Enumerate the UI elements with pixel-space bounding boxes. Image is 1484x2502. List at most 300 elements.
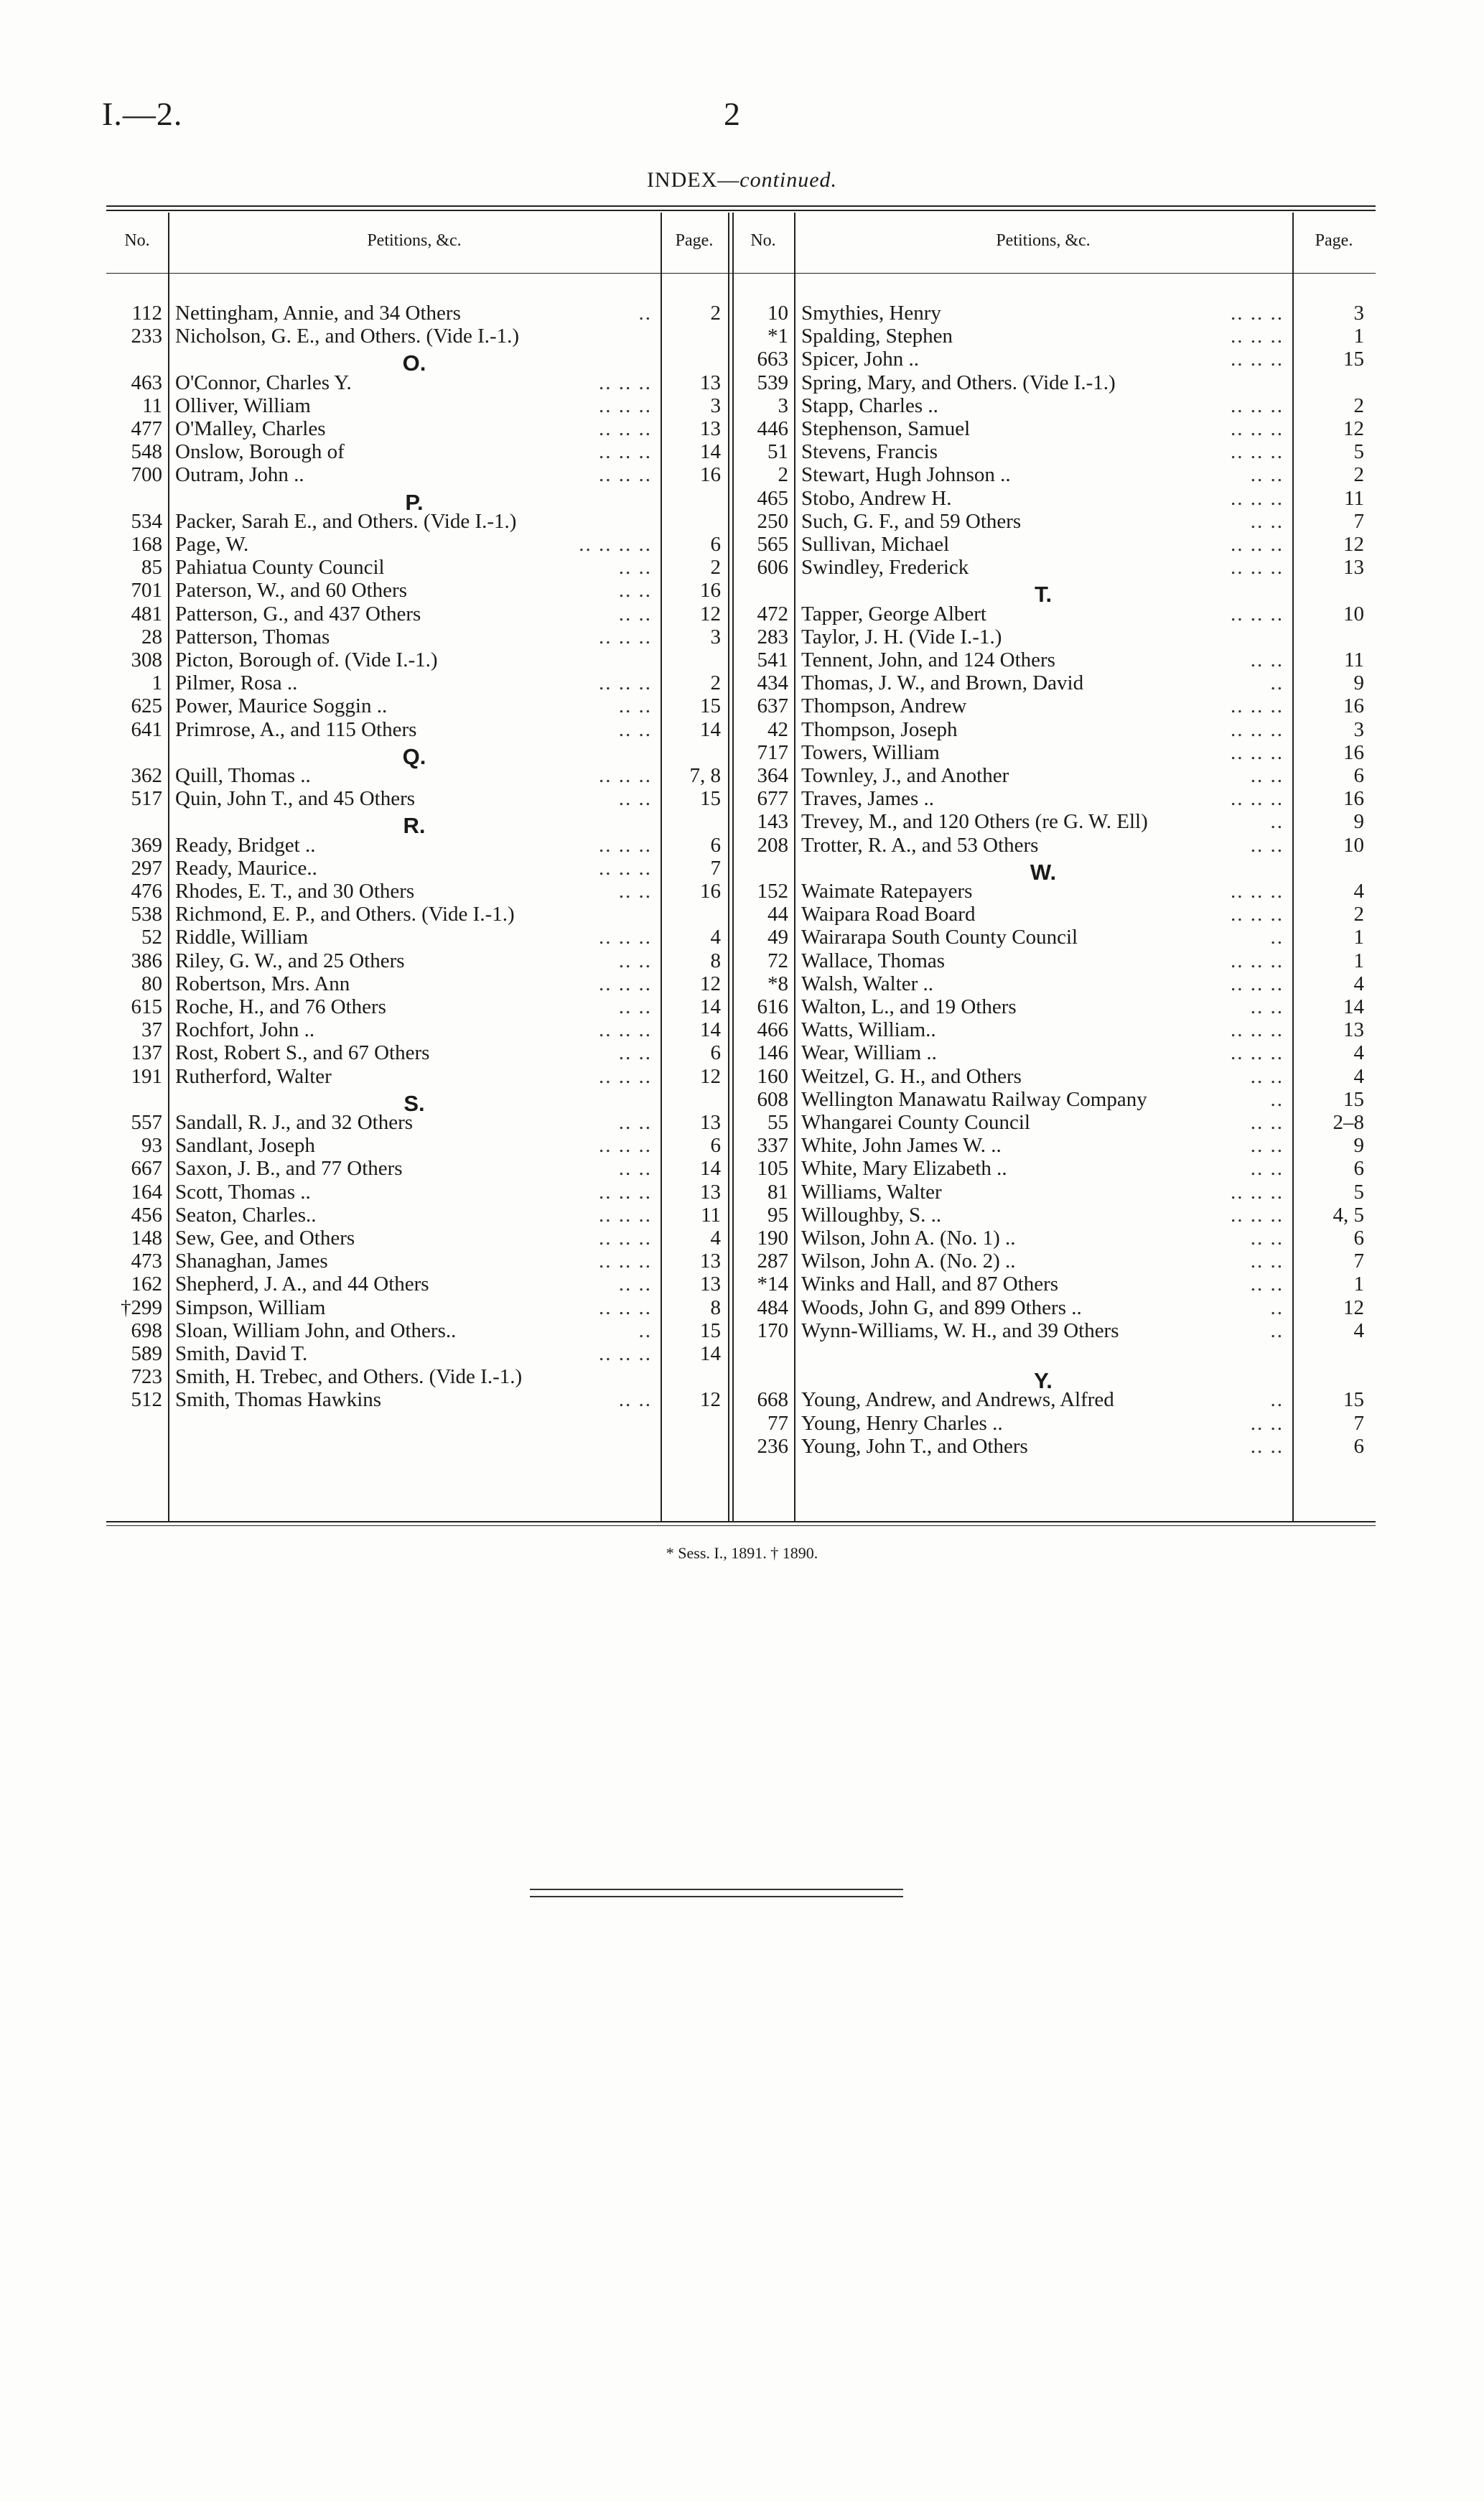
entry-number: 55 bbox=[767, 1111, 788, 1134]
leader-dots: .. .. bbox=[1250, 1064, 1284, 1088]
entry-page: 10 bbox=[1343, 833, 1364, 857]
leader-dots: .. .. bbox=[618, 880, 652, 903]
entry-number: 668 bbox=[757, 1388, 788, 1412]
entry-name: Rutherford, Walter bbox=[175, 1064, 332, 1088]
leader-dots: .. .. .. bbox=[1231, 1018, 1284, 1042]
entry-page: 14 bbox=[700, 995, 721, 1018]
entry-page: 13 bbox=[700, 1111, 721, 1134]
entry-page: 8 bbox=[710, 949, 721, 972]
entry-number: 677 bbox=[757, 787, 788, 811]
entry-number: 80 bbox=[141, 972, 162, 995]
leader-dots: .. .. bbox=[618, 1157, 652, 1181]
entry-number: 625 bbox=[131, 694, 162, 718]
entry-name: Wilson, John A. (No. 2) .. bbox=[801, 1250, 1016, 1273]
leader-dots: .. .. .. bbox=[1231, 1041, 1284, 1065]
entry-number: 466 bbox=[757, 1018, 788, 1042]
leader-dots: .. .. .. bbox=[1231, 602, 1284, 626]
entry-page: 16 bbox=[1343, 787, 1364, 811]
entry-page: 7 bbox=[710, 856, 721, 880]
entry-number: 565 bbox=[757, 533, 788, 556]
entry-number: 191 bbox=[131, 1064, 162, 1088]
leader-dots: .. .. .. bbox=[599, 1180, 652, 1204]
entry-number: 93 bbox=[141, 1134, 162, 1158]
leader-dots: .. .. bbox=[1250, 1411, 1284, 1435]
entry-name: O'Malley, Charles bbox=[175, 417, 326, 440]
entry-number: 3 bbox=[778, 394, 788, 417]
entry-number: 190 bbox=[757, 1227, 788, 1250]
entry-number: 81 bbox=[767, 1180, 788, 1204]
entry-number: *8 bbox=[767, 972, 788, 995]
entry-name: Sandlant, Joseph bbox=[175, 1134, 315, 1158]
leader-dots: .. .. .. bbox=[599, 417, 652, 440]
entry-page: 5 bbox=[1353, 1180, 1364, 1204]
leader-dots: .. bbox=[1270, 926, 1284, 949]
divider-left-no bbox=[168, 213, 169, 1521]
entry-page: 4 bbox=[1353, 1064, 1364, 1088]
entry-name: Walton, L., and 19 Others bbox=[801, 995, 1017, 1018]
entry-page: 2 bbox=[1353, 903, 1364, 926]
entry-number: 337 bbox=[757, 1134, 788, 1158]
entry-name: Nettingham, Annie, and 34 Others bbox=[175, 302, 461, 325]
entry-name: Primrose, A., and 115 Others bbox=[175, 717, 417, 741]
leader-dots: .. .. .. bbox=[599, 371, 652, 394]
leader-dots: .. .. .. bbox=[599, 463, 652, 487]
leader-dots: .. .. bbox=[618, 1041, 652, 1065]
entry-page: 15 bbox=[1343, 1087, 1364, 1111]
entry-name: Smith, Thomas Hawkins bbox=[175, 1388, 382, 1412]
entry-number: 701 bbox=[131, 579, 162, 603]
entry-number: 637 bbox=[757, 694, 788, 718]
leader-dots: .. .. .. bbox=[1231, 556, 1284, 580]
document-reference: I.—2. bbox=[102, 96, 183, 132]
entry-number: 473 bbox=[131, 1250, 162, 1273]
leader-dots: .. .. bbox=[1250, 648, 1284, 671]
entry-name: Smith, H. Trebec, and Others. (Vide I.-1.) bbox=[175, 1365, 523, 1389]
leader-dots: .. bbox=[1270, 810, 1284, 834]
entry-number: 608 bbox=[757, 1087, 788, 1111]
header-page-left: Page. bbox=[675, 231, 714, 250]
entry-number: 44 bbox=[767, 903, 788, 926]
index-table bbox=[106, 205, 1376, 1534]
entry-number: *14 bbox=[757, 1273, 788, 1296]
entry-name: Packer, Sarah E., and Others. (Vide I.-1.) bbox=[175, 509, 517, 533]
entry-name: Stephenson, Samuel bbox=[801, 417, 971, 440]
leader-dots: .. bbox=[638, 1319, 652, 1342]
entry-number: 434 bbox=[757, 671, 788, 695]
header-no-left: No. bbox=[124, 231, 150, 250]
leader-dots: .. .. .. bbox=[1231, 325, 1284, 348]
entry-number: 51 bbox=[767, 440, 788, 464]
leader-dots: .. .. .. bbox=[1231, 440, 1284, 464]
entry-name: Rost, Robert S., and 67 Others bbox=[175, 1041, 430, 1065]
leader-dots: .. .. .. .. bbox=[579, 533, 652, 556]
entry-name: Patterson, G., and 437 Others bbox=[175, 602, 421, 626]
entry-number: 42 bbox=[767, 717, 788, 741]
entry-name: Trotter, R. A., and 53 Others bbox=[801, 833, 1039, 857]
entry-number: 236 bbox=[757, 1434, 788, 1458]
entry-page: 12 bbox=[700, 1388, 721, 1412]
leader-dots: .. bbox=[1270, 1388, 1284, 1412]
entry-page: 16 bbox=[700, 463, 721, 487]
entry-number: 170 bbox=[757, 1319, 788, 1342]
entry-number: 698 bbox=[131, 1319, 162, 1342]
leader-dots: .. .. .. bbox=[599, 833, 652, 857]
closing-rule-bottom bbox=[530, 1896, 903, 1897]
entry-name: Spalding, Stephen bbox=[801, 325, 953, 348]
header-rule bbox=[106, 273, 1376, 274]
entry-name: Waipara Road Board bbox=[801, 903, 976, 926]
entry-page: 9 bbox=[1353, 1134, 1364, 1158]
entry-name: Pilmer, Rosa .. bbox=[175, 671, 298, 695]
entry-page: 7, 8 bbox=[689, 764, 721, 787]
entry-number: 477 bbox=[131, 417, 162, 440]
entry-number: 208 bbox=[757, 833, 788, 857]
entry-name: Rhodes, E. T., and 30 Others bbox=[175, 880, 415, 903]
entry-page: 7 bbox=[1353, 509, 1364, 533]
entry-number: 517 bbox=[131, 787, 162, 811]
entry-number: †299 bbox=[121, 1296, 162, 1319]
section-letter: Y. bbox=[1034, 1368, 1053, 1394]
title-italic: continued. bbox=[739, 168, 838, 192]
entry-number: 137 bbox=[131, 1041, 162, 1065]
entry-number: 152 bbox=[757, 880, 788, 903]
entry-number: 481 bbox=[131, 602, 162, 626]
leader-dots: .. .. bbox=[1250, 764, 1284, 787]
entry-name: Saxon, J. B., and 77 Others bbox=[175, 1157, 403, 1181]
entry-name: Sullivan, Michael bbox=[801, 533, 950, 556]
entry-number: 534 bbox=[131, 509, 162, 533]
entry-page: 11 bbox=[1344, 486, 1364, 510]
entry-name: Ready, Maurice.. bbox=[175, 856, 317, 880]
entry-number: 476 bbox=[131, 880, 162, 903]
leader-dots: .. .. bbox=[618, 694, 652, 718]
leader-dots: .. .. .. bbox=[599, 856, 652, 880]
leader-dots: .. .. bbox=[1250, 1273, 1284, 1296]
entry-number: 112 bbox=[131, 302, 162, 325]
entry-name: Rochfort, John .. bbox=[175, 1018, 315, 1042]
entry-page: 16 bbox=[1343, 694, 1364, 718]
entry-number: 667 bbox=[131, 1157, 162, 1181]
entry-number: 287 bbox=[757, 1250, 788, 1273]
leader-dots: .. .. .. bbox=[1231, 394, 1284, 417]
leader-dots: .. .. .. bbox=[599, 625, 652, 648]
entry-page: 13 bbox=[700, 371, 721, 394]
entry-name: Whangarei County Council bbox=[801, 1111, 1030, 1134]
entry-name: Robertson, Mrs. Ann bbox=[175, 972, 350, 995]
header-no-right: No. bbox=[750, 231, 776, 250]
leader-dots: .. .. bbox=[1250, 1157, 1284, 1181]
entry-number: 589 bbox=[131, 1342, 162, 1365]
entry-page: 6 bbox=[710, 1134, 721, 1158]
entry-name: Young, Andrew, and Andrews, Alfred bbox=[801, 1388, 1114, 1412]
leader-dots: .. .. .. bbox=[1231, 972, 1284, 995]
entry-name: Sandall, R. J., and 32 Others bbox=[175, 1111, 414, 1134]
entry-page: 12 bbox=[700, 972, 721, 995]
entry-page: 15 bbox=[1343, 348, 1364, 371]
leader-dots: .. .. .. bbox=[1231, 717, 1284, 741]
entry-page: 15 bbox=[700, 1319, 721, 1342]
entry-name: Richmond, E. P., and Others. (Vide I.-1.) bbox=[175, 903, 515, 926]
entry-name: Simpson, William bbox=[175, 1296, 326, 1319]
entry-number: 85 bbox=[141, 556, 162, 580]
entry-number: 308 bbox=[131, 648, 162, 671]
entry-name: Weitzel, G. H., and Others bbox=[801, 1064, 1022, 1088]
entry-number: 168 bbox=[131, 533, 162, 556]
entry-name: Tennent, John, and 124 Others bbox=[801, 648, 1055, 671]
entry-number: 72 bbox=[767, 949, 788, 972]
entry-number: 10 bbox=[767, 302, 788, 325]
entry-number: 362 bbox=[131, 764, 162, 787]
entry-number: 77 bbox=[767, 1411, 788, 1435]
entry-name: Waimate Ratepayers bbox=[801, 880, 973, 903]
entry-page: 15 bbox=[700, 694, 721, 718]
divider-center-a bbox=[728, 213, 729, 1521]
leader-dots: .. .. .. bbox=[1231, 740, 1284, 764]
entry-page: 3 bbox=[710, 394, 721, 417]
leader-dots: .. .. .. bbox=[599, 926, 652, 949]
entry-name: Towers, William bbox=[801, 740, 940, 764]
entry-name: Wairarapa South County Council bbox=[801, 926, 1078, 949]
entry-name: Spring, Mary, and Others. (Vide I.-1.) bbox=[801, 371, 1116, 394]
entry-page: 14 bbox=[700, 1157, 721, 1181]
leader-dots: .. bbox=[1270, 671, 1284, 695]
entry-name: Sloan, William John, and Others.. bbox=[175, 1319, 457, 1342]
entry-number: 148 bbox=[131, 1227, 162, 1250]
entry-page: 15 bbox=[700, 787, 721, 811]
leader-dots: .. .. bbox=[618, 1111, 652, 1134]
entry-page: 12 bbox=[1343, 417, 1364, 440]
entry-name: Taylor, J. H. (Vide I.-1.) bbox=[801, 625, 1002, 648]
leader-dots: .. .. .. bbox=[1231, 348, 1284, 371]
entry-number: 463 bbox=[131, 371, 162, 394]
closing-rule-top bbox=[530, 1889, 903, 1890]
leader-dots: .. .. .. bbox=[599, 764, 652, 787]
entry-number: 297 bbox=[131, 856, 162, 880]
section-letter: W. bbox=[1030, 859, 1057, 885]
entry-name: Riley, G. W., and 25 Others bbox=[175, 949, 405, 972]
entry-name: Wallace, Thomas bbox=[801, 949, 946, 972]
entry-number: 283 bbox=[757, 625, 788, 648]
leader-dots: .. .. bbox=[1250, 1227, 1284, 1250]
entry-number: 250 bbox=[757, 509, 788, 533]
leader-dots: .. .. bbox=[1250, 833, 1284, 857]
leader-dots: .. .. .. bbox=[599, 1227, 652, 1250]
leader-dots: .. .. .. bbox=[599, 1250, 652, 1273]
entry-name: Such, G. F., and 59 Others bbox=[801, 509, 1022, 533]
entry-number: 538 bbox=[131, 903, 162, 926]
entry-page: 13 bbox=[700, 417, 721, 440]
top-rule-inner bbox=[106, 210, 1376, 211]
entry-name: Willoughby, S. .. bbox=[801, 1203, 942, 1227]
entry-number: 105 bbox=[757, 1157, 788, 1181]
entry-name: Watts, William.. bbox=[801, 1018, 936, 1042]
leader-dots: .. .. bbox=[1250, 1134, 1284, 1158]
entry-number: 233 bbox=[131, 325, 162, 348]
entry-name: Quill, Thomas .. bbox=[175, 764, 311, 787]
leader-dots: .. .. bbox=[1250, 995, 1284, 1018]
entry-page: 7 bbox=[1353, 1250, 1364, 1273]
entry-number: 548 bbox=[131, 440, 162, 464]
entry-page: 6 bbox=[710, 1041, 721, 1065]
entry-page: 4 bbox=[1353, 1319, 1364, 1342]
leader-dots: .. .. .. bbox=[599, 1203, 652, 1227]
leader-dots: .. .. bbox=[1250, 1111, 1284, 1134]
entry-page: 13 bbox=[1343, 1018, 1364, 1042]
leader-dots: .. .. .. bbox=[1231, 1180, 1284, 1204]
section-letter: R. bbox=[403, 813, 426, 839]
entry-name: Paterson, W., and 60 Others bbox=[175, 579, 407, 603]
leader-dots: .. .. bbox=[618, 556, 652, 580]
leader-dots: .. .. bbox=[618, 787, 652, 811]
leader-dots: .. .. bbox=[618, 1388, 652, 1412]
entry-number: 663 bbox=[757, 348, 788, 371]
entry-name: Seaton, Charles.. bbox=[175, 1203, 317, 1227]
entry-number: 1 bbox=[151, 671, 162, 695]
entry-page: 9 bbox=[1353, 810, 1364, 834]
entry-page: 6 bbox=[1353, 1227, 1364, 1250]
page-number: 2 bbox=[724, 96, 740, 132]
entry-page: 3 bbox=[1353, 302, 1364, 325]
entry-name: Quin, John T., and 45 Others bbox=[175, 787, 416, 811]
section-letter: Q. bbox=[402, 743, 426, 769]
entry-page: 6 bbox=[710, 833, 721, 857]
footnote: * Sess. I., 1891. † 1890. bbox=[666, 1544, 818, 1562]
entry-page: 12 bbox=[700, 1064, 721, 1088]
leader-dots: .. .. .. bbox=[1231, 880, 1284, 903]
leader-dots: .. .. .. bbox=[1231, 694, 1284, 718]
entry-page: 4 bbox=[710, 1227, 721, 1250]
entry-number: *1 bbox=[767, 325, 788, 348]
title-main: INDEX— bbox=[646, 168, 740, 192]
leader-dots: .. .. .. bbox=[599, 1064, 652, 1088]
entry-page: 11 bbox=[1344, 648, 1364, 671]
entry-page: 13 bbox=[1343, 556, 1364, 580]
entry-page: 2 bbox=[710, 302, 721, 325]
entry-page: 3 bbox=[710, 625, 721, 648]
leader-dots: .. .. bbox=[1250, 1434, 1284, 1458]
entry-page: 9 bbox=[1353, 671, 1364, 695]
leader-dots: .. .. .. bbox=[599, 972, 652, 995]
entry-name: Thompson, Joseph bbox=[801, 717, 958, 741]
entry-name: Picton, Borough of. (Vide I.-1.) bbox=[175, 648, 438, 671]
entry-number: 11 bbox=[142, 394, 162, 417]
entry-number: 541 bbox=[757, 648, 788, 671]
entry-name: Stevens, Francis bbox=[801, 440, 938, 464]
entry-number: 465 bbox=[757, 486, 788, 510]
leader-dots: .. bbox=[1270, 1319, 1284, 1342]
leader-dots: .. .. .. bbox=[599, 440, 652, 464]
entry-page: 4 bbox=[1353, 1041, 1364, 1065]
entry-number: 717 bbox=[757, 740, 788, 764]
leader-dots: .. bbox=[638, 302, 652, 325]
entry-number: 164 bbox=[131, 1180, 162, 1204]
entry-page: 16 bbox=[1343, 740, 1364, 764]
leader-dots: .. .. .. bbox=[1231, 787, 1284, 811]
entry-number: 37 bbox=[141, 1018, 162, 1042]
leader-dots: .. .. bbox=[618, 579, 652, 603]
entry-name: White, John James W. .. bbox=[801, 1134, 1002, 1158]
entry-name: Thompson, Andrew bbox=[801, 694, 967, 718]
entry-page: 16 bbox=[700, 579, 721, 603]
entry-number: 615 bbox=[131, 995, 162, 1018]
leader-dots: .. .. .. bbox=[1231, 417, 1284, 440]
entry-page: 4 bbox=[710, 926, 721, 949]
entry-page: 4, 5 bbox=[1333, 1203, 1364, 1227]
entry-page: 1 bbox=[1353, 949, 1364, 972]
leader-dots: .. .. .. bbox=[1231, 302, 1284, 325]
entry-page: 14 bbox=[700, 440, 721, 464]
leader-dots: .. .. bbox=[618, 995, 652, 1018]
leader-dots: .. bbox=[1270, 1087, 1284, 1111]
leader-dots: .. .. .. bbox=[599, 394, 652, 417]
leader-dots: .. .. .. bbox=[1231, 1203, 1284, 1227]
entry-number: 49 bbox=[767, 926, 788, 949]
leader-dots: .. .. .. bbox=[1231, 533, 1284, 556]
entry-name: Woods, John G, and 899 Others .. bbox=[801, 1296, 1082, 1319]
entry-name: Townley, J., and Another bbox=[801, 764, 1009, 787]
leader-dots: .. .. .. bbox=[599, 1134, 652, 1158]
entry-name: Ready, Bridget .. bbox=[175, 833, 316, 857]
entry-name: Stapp, Charles .. bbox=[801, 394, 938, 417]
entry-number: 512 bbox=[131, 1388, 162, 1412]
entry-page: 13 bbox=[700, 1250, 721, 1273]
entry-number: 446 bbox=[757, 417, 788, 440]
entry-page: 3 bbox=[1353, 717, 1364, 741]
entry-number: 146 bbox=[757, 1041, 788, 1065]
section-letter: T. bbox=[1034, 582, 1053, 608]
entry-number: 456 bbox=[131, 1203, 162, 1227]
entry-page: 11 bbox=[701, 1203, 721, 1227]
entry-page: 6 bbox=[710, 533, 721, 556]
entry-number: 364 bbox=[757, 764, 788, 787]
entry-name: Williams, Walter bbox=[801, 1180, 942, 1204]
entry-name: Swindley, Frederick bbox=[801, 556, 969, 580]
entry-number: 52 bbox=[141, 926, 162, 949]
entry-name: Nicholson, G. E., and Others. (Vide I.-1.) bbox=[175, 325, 520, 348]
entry-number: 369 bbox=[131, 833, 162, 857]
entry-name: Page, W. bbox=[175, 533, 249, 556]
entry-number: 641 bbox=[131, 717, 162, 741]
entry-number: 723 bbox=[131, 1365, 162, 1389]
leader-dots: .. .. bbox=[1250, 463, 1284, 487]
entry-number: 557 bbox=[131, 1111, 162, 1134]
entry-page: 6 bbox=[1353, 1434, 1364, 1458]
entry-page: 12 bbox=[700, 602, 721, 626]
entry-name: Sew, Gee, and Others bbox=[175, 1227, 355, 1250]
entry-page: 2 bbox=[1353, 463, 1364, 487]
leader-dots: .. .. .. bbox=[1231, 903, 1284, 926]
entry-number: 539 bbox=[757, 371, 788, 394]
entry-page: 10 bbox=[1343, 602, 1364, 626]
entry-number: 95 bbox=[767, 1203, 788, 1227]
entry-name: Riddle, William bbox=[175, 926, 309, 949]
leader-dots: .. .. bbox=[618, 1273, 652, 1296]
entry-name: Winks and Hall, and 87 Others bbox=[801, 1273, 1059, 1296]
entry-page: 4 bbox=[1353, 880, 1364, 903]
entry-number: 386 bbox=[131, 949, 162, 972]
entry-page: 2 bbox=[1353, 394, 1364, 417]
entry-name: Smith, David T. bbox=[175, 1342, 308, 1365]
entry-name: Olliver, William bbox=[175, 394, 311, 417]
entry-page: 6 bbox=[1353, 1157, 1364, 1181]
leader-dots: .. .. bbox=[618, 717, 652, 741]
entry-name: Tapper, George Albert bbox=[801, 602, 986, 626]
entry-page: 13 bbox=[700, 1180, 721, 1204]
entry-page: 1 bbox=[1353, 926, 1364, 949]
entry-number: 472 bbox=[757, 602, 788, 626]
section-letter: O. bbox=[402, 350, 426, 376]
leader-dots: .. .. bbox=[1250, 509, 1284, 533]
